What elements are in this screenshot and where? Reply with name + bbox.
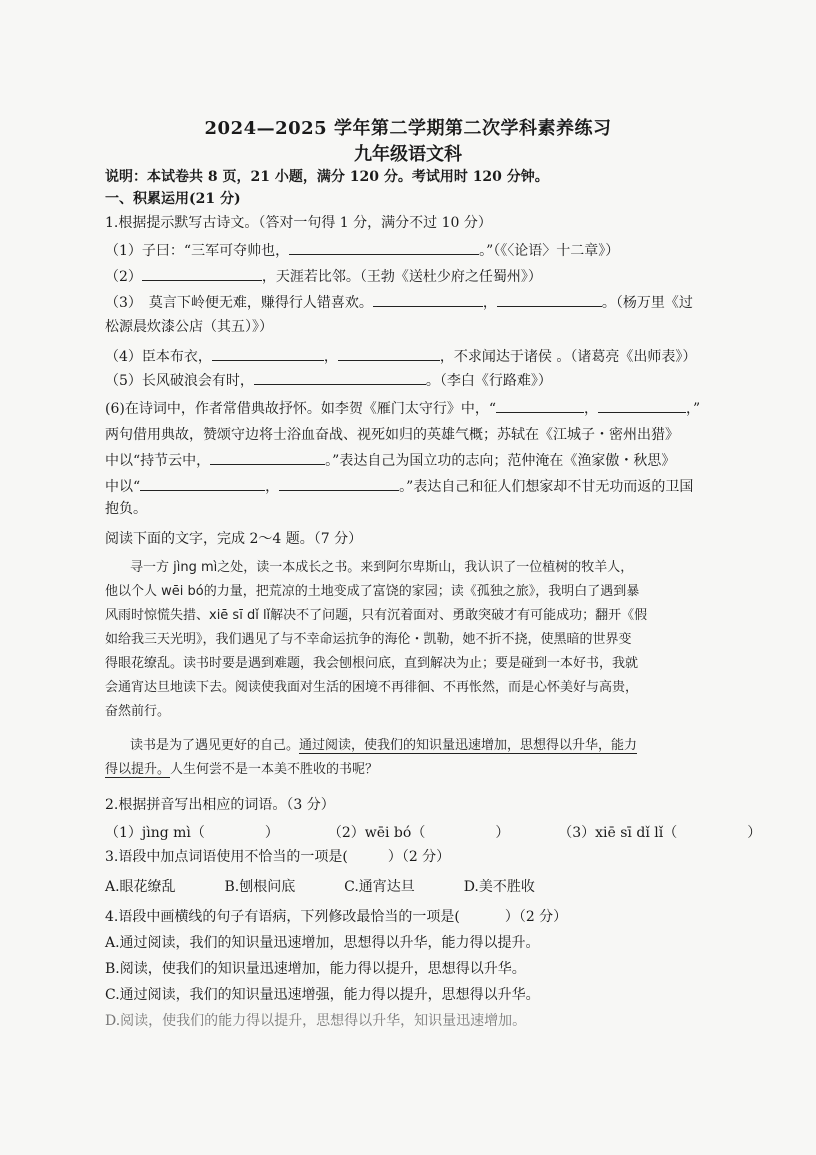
q2-opt2: （2）wēi bó（ (327, 825, 426, 841)
answer-blank[interactable] (210, 450, 325, 465)
q3-stem (105, 846, 450, 866)
answer-blank[interactable] (497, 292, 602, 307)
q1-item1-text-a: （1）子曰：“三军可夺帅也， (105, 243, 290, 259)
passage-p2-text-a: 读书是为了遇见更好的自己。 (130, 738, 300, 753)
instructions: 说明：本试卷共 8 页，21 小题，满分 120 分。考试用时 120 分钟。 (105, 169, 549, 185)
q1-item6-text-h: ， (265, 479, 280, 495)
passage-line-7: 奋然前行。 (105, 704, 171, 719)
underlined-sentence: 通过阅读，使我们的知识量迅速增加，思想得以升华，能力 (299, 738, 638, 753)
q4-stem-end: ）（2 分） (504, 909, 568, 925)
q1-item6-line2: 两句借用典故，赞颂守边将士浴血奋战、视死如归的英雄气概；苏轼在《江城子・密州出猎》 (105, 427, 679, 443)
q4-option-b[interactable]: B.阅读，使我们的知识量迅速增加，能力得以提升，思想得以升华。 (105, 961, 526, 977)
q2-opt3: （3）xiē sī dǐ lǐ（ (558, 825, 678, 841)
q2-opt1: （1）jìng mì（ (105, 825, 205, 841)
passage-line-1: 寻一方 jìng mì之处，读一本成长之书。来到阿尔卑斯山，我认识了一位植树的牧羊人， (130, 560, 634, 575)
q4-stem-text: 4.语段中画横线的句子有语病，下列修改最恰当的一项是( (105, 909, 460, 925)
passage-line-5: 得眼花缭乱。读书时要是遇到难题，我会刨根问底，直到解决为止；要是碰到一本好书，我就 (105, 656, 639, 671)
q1-item6-text-e: 中以“持节云中， (105, 453, 211, 469)
q3-stem-end: ）（2 分） (387, 849, 451, 865)
q4-option-c[interactable]: C.通过阅读，我们的知识量迅速增强，能力得以提升，思想得以升华。 (105, 987, 540, 1003)
answer-blank[interactable] (338, 346, 440, 361)
q1-item6-text-i: 。”表达自己和征人们想家却不甘无功而返的卫国 (399, 479, 694, 495)
q1-item6-text-c: ，” (686, 401, 701, 417)
q1-item4-text-b: ， (323, 349, 338, 365)
q3-option-c[interactable]: C.通宵达旦 (344, 879, 415, 895)
passage-line-6: 会通宵达旦地读下去。阅读使我面对生活的困境不再徘徊、不再怅然，而是心怀美好与高贵， (105, 680, 639, 695)
q2-stem: 2.根据拼音写出相应的词语。（3 分） (105, 797, 335, 813)
q1-item1 (105, 240, 619, 260)
passage-p2-line2 (105, 758, 378, 777)
passage-line-2: 他以个人 wēi bó的力量，把荒凉的土地变成了富饶的家园；读《孤独之旅》，我明白了遇到暴 (105, 584, 640, 599)
passage-p2-text-d: 人生何尝不是一本美不胜收的书呢？ (170, 762, 379, 777)
q1-item6-line3 (105, 450, 675, 470)
q1-item3-text-c: 。（杨万里《过 (601, 295, 693, 311)
q2-opt2-end: ） (495, 825, 510, 841)
underlined-sentence-end: 得以提升。 (105, 762, 171, 777)
answer-blank[interactable] (289, 240, 479, 255)
q1-item3 (105, 292, 693, 312)
answer-blank[interactable] (142, 266, 262, 281)
q1-item6-text-b: ， (584, 401, 598, 417)
q2-opt1-end: ） (264, 825, 279, 841)
q3-option-d[interactable]: D.美不胜收 (463, 879, 535, 895)
q1-item1-text-b: 。”（《〈论语〉十二章》） (479, 243, 620, 259)
q1-item5 (105, 370, 552, 390)
answer-blank[interactable] (373, 292, 483, 307)
q3-stem-text: 3.语段中加点词语使用不恰当的一项是( (105, 849, 348, 865)
exam-title: 2024—2025 学年第二学期第二次学科素养练习 (204, 118, 612, 139)
exam-subtitle: 九年级语文科 (354, 144, 462, 165)
q1-item4-text-a: （4）臣本布衣， (105, 349, 212, 365)
answer-blank[interactable] (598, 398, 686, 413)
q1-item6-text-g: 中以“ (105, 479, 141, 495)
q1-item3-text-a: （3） 莫言下岭便无难，赚得行人错喜欢。 (105, 295, 373, 311)
q3-options (105, 876, 535, 896)
q3-option-b[interactable]: B.刨根问底 (224, 879, 296, 895)
q1-item6-line5: 抱负。 (105, 501, 147, 517)
q1-item3-cont: 松源晨炊漆公店（其五）》） (105, 319, 273, 335)
passage-p2-line1 (130, 734, 637, 753)
q1-item6-text-a: (6)在诗词中，作者常借典故抒怀。如李贺《雁门太守行》中，“ (105, 401, 496, 417)
q2-opt3-end: ） (747, 825, 762, 841)
q1-item5-text-b: 。（李白《行路难》） (425, 373, 552, 389)
q1-item6 (105, 398, 700, 418)
answer-blank[interactable] (496, 398, 584, 413)
q4-stem (105, 906, 567, 926)
q1-item6-line4 (105, 476, 693, 496)
passage-line-3: 风雨时惊慌失措、xiē sī dǐ lǐ解决不了问题，只有沉着面对、勇敢突破才有可能成功；翻开《假 (105, 608, 648, 623)
q1-item3-text-b: ， (482, 295, 497, 311)
q1-item4 (105, 346, 696, 366)
q1-item2 (105, 266, 542, 286)
q1-item5-text-a: （5）长风破浪会有时， (105, 373, 254, 389)
q4-option-d[interactable]: D.阅读，使我们的能力得以提升，思想得以升华，知识量迅速增加。 (105, 1013, 527, 1029)
reading-intro: 阅读下面的文字，完成 2～4 题。（7 分） (105, 531, 363, 547)
answer-blank[interactable] (279, 476, 399, 491)
q1-item4-text-c: ，不求闻达于诸侯 。（诸葛亮《出师表》） (439, 349, 697, 365)
q1-item6-text-f: 。”表达自己为国立功的志向；范仲淹在《渔家傲・秋思》 (325, 453, 676, 469)
q2-options (105, 822, 761, 842)
q1-stem: 1.根据提示默写古诗文。（答对一句得 1 分，满分不过 10 分） (105, 215, 492, 231)
q3-option-a[interactable]: A.眼花缭乱 (105, 879, 176, 895)
answer-blank[interactable] (254, 370, 426, 385)
answer-blank[interactable] (212, 346, 324, 361)
answer-blank[interactable] (140, 476, 265, 491)
passage-line-4: 如给我三天光明》，我们遇见了与不幸命运抗争的海伦・凯勒，她不折不挠，使黑暗的世界变 (105, 632, 632, 647)
q4-option-a[interactable]: A.通过阅读，我们的知识量迅速增加，思想得以升华，能力得以提升。 (105, 935, 540, 951)
q1-item2-text-b: ，天涯若比邻。（王勃《送杜少府之任蜀州》） (261, 269, 542, 285)
q1-item2-text-a: （2） (105, 269, 142, 285)
section1-title: 一、积累运用(21 分) (105, 191, 241, 207)
